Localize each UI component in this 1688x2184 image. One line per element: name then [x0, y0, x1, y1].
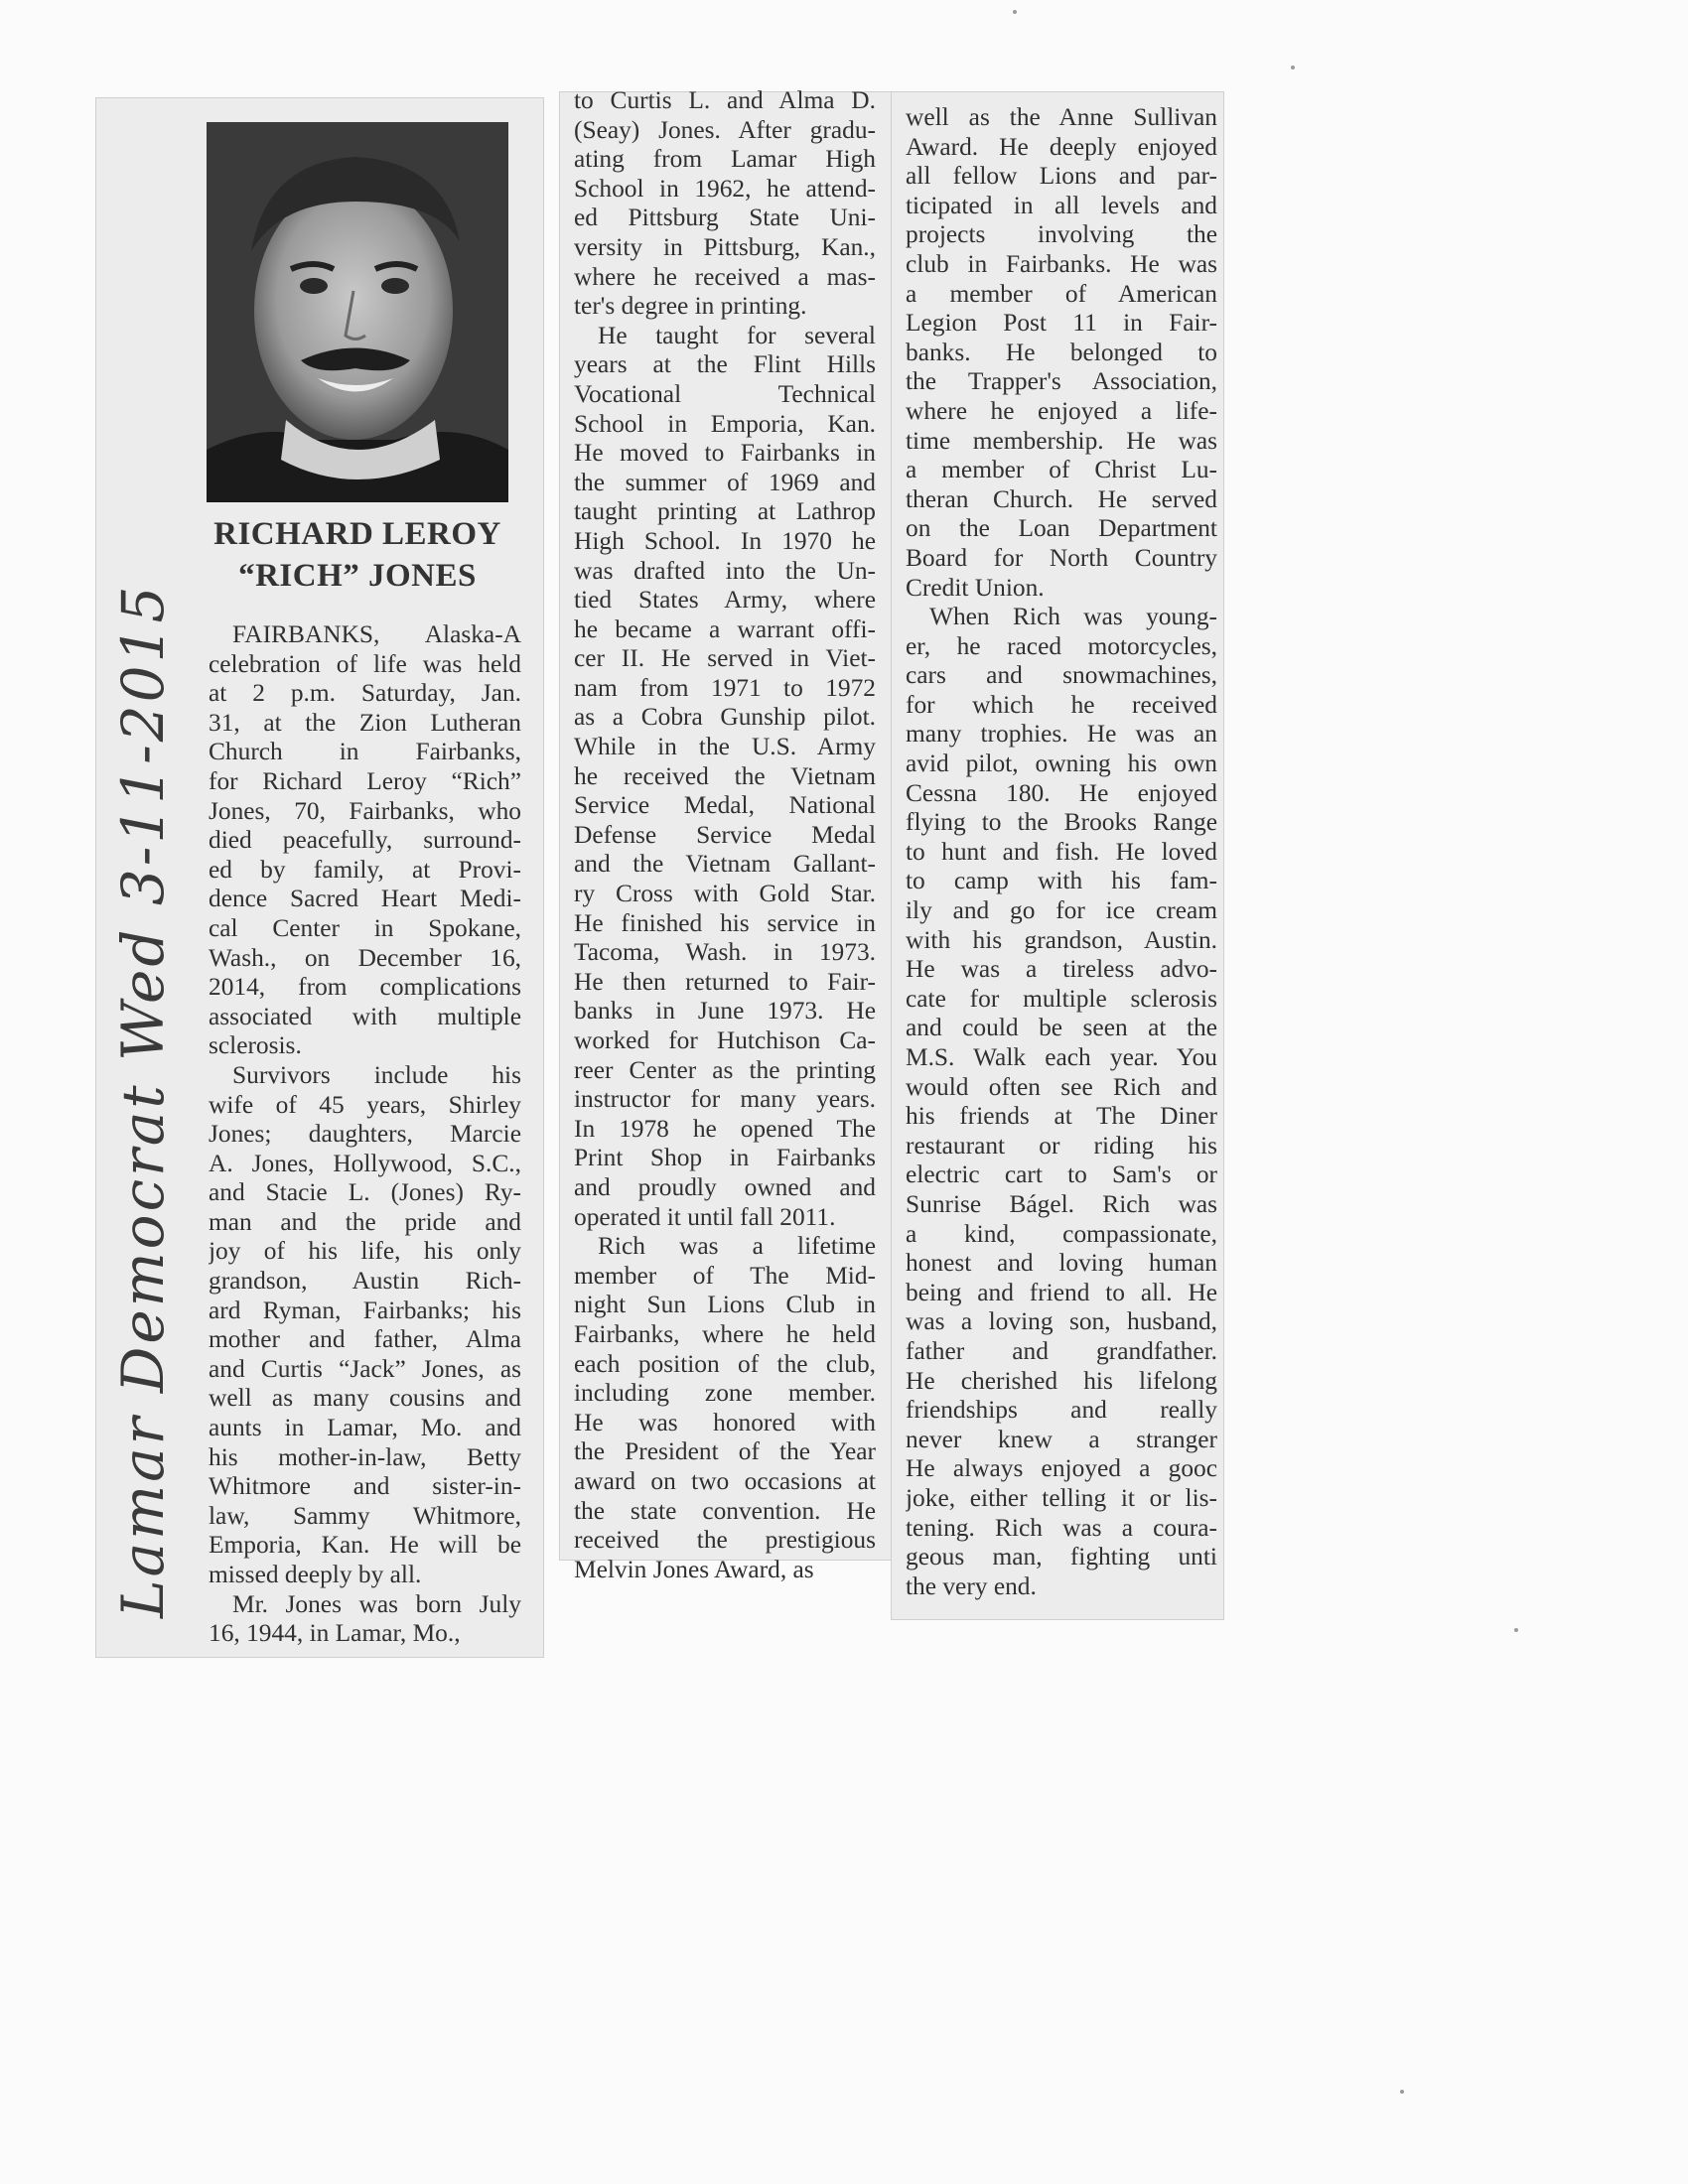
headline-line-1: RICHARD LEROY: [213, 516, 501, 552]
text-line: he became a warrant offi-: [574, 614, 876, 643]
text-line: Legion Post 11 in Fair-: [906, 309, 1217, 338]
text-line: aunts in Lamar, Mo. and: [209, 1414, 521, 1442]
text-line: nam from 1971 to 1972: [574, 673, 876, 702]
text-line: ily and go for ice cream: [906, 896, 1217, 925]
handwritten-note: Lamar Democrat Wed 3-11-2015: [109, 583, 177, 1618]
text-column-1: [209, 620, 521, 1649]
text-line: and Curtis “Jack” Jones, as: [209, 1354, 521, 1383]
text-line: Credit Union.: [906, 573, 1045, 602]
text-line: a kind, compassionate,: [906, 1219, 1217, 1248]
scan-speck: [1013, 10, 1017, 14]
text-line: Rich was a lifetime: [598, 1232, 876, 1261]
text-line: restaurant or riding his: [906, 1131, 1217, 1160]
text-line: and Stacie L. (Jones) Ry-: [209, 1178, 521, 1207]
text-line: Wash., on December 16,: [209, 943, 521, 972]
text-line: School in Emporia, Kan.: [574, 409, 876, 438]
text-line: tening. Rich was a coura-: [906, 1513, 1217, 1542]
text-line: Emporia, Kan. He will be: [209, 1531, 521, 1560]
text-line: to Curtis L. and Alma D.: [574, 86, 876, 114]
text-line: as a Cobra Gunship pilot.: [574, 703, 876, 732]
text-line: He then returned to Fair-: [574, 967, 876, 996]
text-line: dence Sacred Heart Medi-: [209, 885, 521, 913]
text-line: avid pilot, owning his own: [906, 750, 1217, 778]
text-line: Sunrise Bágel. Rich was: [906, 1189, 1217, 1218]
text-line: being and friend to all. He: [906, 1278, 1217, 1306]
text-line: for which he received: [906, 690, 1217, 719]
text-line: banks. He belonged to: [906, 338, 1217, 366]
text-line: theran Church. He served: [906, 484, 1217, 513]
text-line: Mr. Jones was born July: [232, 1589, 521, 1618]
text-line: well as many cousins and: [209, 1384, 521, 1413]
text-line: Melvin Jones Award, as: [574, 1555, 814, 1583]
text-line: time membership. He was: [906, 426, 1217, 455]
scan-speck: [1400, 2090, 1404, 2094]
text-line: 16, 1944, in Lamar, Mo.,: [209, 1619, 461, 1648]
text-line: grandson, Austin Rich-: [209, 1267, 521, 1296]
text-column-3: [906, 103, 1217, 1601]
text-line: Whitmore and sister-in-: [209, 1472, 521, 1501]
text-line: mother and father, Alma: [209, 1325, 521, 1354]
text-line: joy of his life, his only: [209, 1237, 521, 1266]
text-line: 2014, from complications: [209, 973, 521, 1002]
text-line: tied States Army, where: [574, 586, 876, 614]
text-line: ating from Lamar High: [574, 145, 876, 174]
text-line: Jones, 70, Fairbanks, who: [209, 796, 521, 825]
text-line: friendships and really: [906, 1396, 1217, 1425]
text-line: er, he raced motorcycles,: [906, 631, 1217, 660]
text-line: A. Jones, Hollywood, S.C.,: [209, 1149, 521, 1177]
text-line: the summer of 1969 and: [574, 468, 876, 496]
text-line: projects involving the: [906, 220, 1217, 249]
text-line: for Richard Leroy “Rich”: [209, 766, 521, 795]
text-line: where he enjoyed a life-: [906, 396, 1217, 425]
text-line: Fairbanks, where he held: [574, 1319, 876, 1348]
text-line: cal Center in Spokane,: [209, 913, 521, 942]
text-line: and the Vietnam Gallant-: [574, 850, 876, 879]
scan-speck: [1514, 1628, 1518, 1632]
text-line: He was a tireless advo-: [906, 955, 1217, 984]
text-line: He cherished his lifelong: [906, 1366, 1217, 1395]
portrait-photo: [207, 122, 508, 502]
text-line: to camp with his fam-: [906, 867, 1217, 895]
text-line: He was honored with: [574, 1408, 876, 1436]
text-line: Defense Service Medal: [574, 820, 876, 849]
text-line: FAIRBANKS, Alaska-A: [232, 620, 521, 648]
text-line: wife of 45 years, Shirley: [209, 1090, 521, 1119]
text-line: received the prestigious: [574, 1526, 876, 1555]
text-line: joke, either telling it or lis-: [906, 1483, 1217, 1512]
text-line: the President of the Year: [574, 1437, 876, 1466]
text-line: He moved to Fairbanks in: [574, 439, 876, 468]
text-line: man and the pride and: [209, 1207, 521, 1236]
text-line: the Trapper's Association,: [906, 367, 1217, 396]
text-line: versity in Pittsburg, Kan.,: [574, 232, 876, 261]
text-line: associated with multiple: [209, 1002, 521, 1030]
text-line: worked for Hutchison Ca-: [574, 1026, 876, 1054]
text-line: Print Shop in Fairbanks: [574, 1144, 876, 1172]
text-line: he received the Vietnam: [574, 761, 876, 790]
text-line: 31, at the Zion Lutheran: [209, 708, 521, 737]
text-line: Survivors include his: [232, 1060, 521, 1089]
text-column-2: [574, 86, 876, 1584]
text-line: ter's degree in printing.: [574, 292, 807, 321]
text-line: was drafted into the Un-: [574, 556, 876, 585]
text-line: banks in June 1973. He: [574, 997, 876, 1025]
text-line: High School. In 1970 he: [574, 526, 876, 555]
text-line: the very end.: [906, 1571, 1037, 1600]
scan-speck: [1291, 66, 1295, 69]
text-line: sclerosis.: [209, 1031, 302, 1060]
text-line: at 2 p.m. Saturday, Jan.: [209, 679, 521, 708]
text-line: member of The Mid-: [574, 1261, 876, 1290]
text-line: (Seay) Jones. After gradu-: [574, 115, 876, 144]
text-line: honest and loving human: [906, 1249, 1217, 1278]
text-line: and proudly owned and: [574, 1172, 876, 1201]
text-line: the state convention. He: [574, 1496, 876, 1525]
text-line: While in the U.S. Army: [574, 733, 876, 761]
text-line: each position of the club,: [574, 1349, 876, 1378]
text-line: instructor for many years.: [574, 1085, 876, 1114]
text-line: missed deeply by all.: [209, 1561, 422, 1588]
text-line: Vocational Technical: [574, 379, 876, 408]
text-line: on the Loan Department: [906, 514, 1217, 543]
headline-line-2: “RICH” JONES: [238, 558, 477, 594]
text-line: father and grandfather.: [906, 1336, 1217, 1365]
text-line: cars and snowmachines,: [906, 661, 1217, 690]
text-line: Cessna 180. He enjoyed: [906, 778, 1217, 807]
text-line: years at the Flint Hills: [574, 350, 876, 379]
text-line: Tacoma, Wash. in 1973.: [574, 938, 876, 967]
text-line: M.S. Walk each year. You: [906, 1043, 1217, 1071]
text-line: taught printing at Lathrop: [574, 497, 876, 526]
text-line: ticipated in all levels and: [906, 191, 1217, 219]
text-line: geous man, fighting unti: [906, 1543, 1217, 1571]
text-line: electric cart to Sam's or: [906, 1160, 1217, 1189]
text-line: many trophies. He was an: [906, 720, 1217, 749]
text-line: reer Center as the printing: [574, 1055, 876, 1084]
text-line: to hunt and fish. He loved: [906, 837, 1217, 866]
text-line: When Rich was young-: [929, 603, 1217, 631]
text-line: Service Medal, National: [574, 791, 876, 820]
text-line: cer II. He served in Viet-: [574, 644, 876, 673]
text-line: and could be seen at the: [906, 1014, 1217, 1042]
text-line: Board for North Country: [906, 543, 1217, 572]
text-line: operated it until fall 2011.: [574, 1202, 836, 1231]
text-line: night Sun Lions Club in: [574, 1291, 876, 1319]
text-line: where he received a mas-: [574, 262, 876, 291]
text-line: ry Cross with Gold Star.: [574, 880, 876, 908]
text-line: Church in Fairbanks,: [209, 738, 521, 766]
text-line: never knew a stranger: [906, 1425, 1217, 1453]
text-line: ed Pittsburg State Uni-: [574, 204, 876, 232]
text-line: his mother-in-law, Betty: [209, 1442, 521, 1471]
text-line: ard Ryman, Fairbanks; his: [209, 1296, 521, 1324]
text-line: was a loving son, husband,: [906, 1307, 1217, 1336]
text-line: celebration of life was held: [209, 649, 521, 678]
text-line: a member of American: [906, 279, 1217, 308]
text-line: He taught for several: [598, 321, 876, 349]
text-line: died peacefully, surround-: [209, 826, 521, 855]
text-line: flying to the Brooks Range: [906, 808, 1217, 837]
text-line: law, Sammy Whitmore,: [209, 1501, 521, 1530]
text-line: Jones; daughters, Marcie: [209, 1120, 521, 1149]
text-line: club in Fairbanks. He was: [906, 249, 1217, 278]
text-line: all fellow Lions and par-: [906, 162, 1217, 191]
text-line: his friends at The Diner: [906, 1102, 1217, 1131]
text-line: He always enjoyed a gooc: [906, 1454, 1217, 1483]
text-line: cate for multiple sclerosis: [906, 984, 1217, 1013]
text-line: a member of Christ Lu-: [906, 456, 1217, 484]
text-line: with his grandson, Austin.: [906, 925, 1217, 954]
text-line: including zone member.: [574, 1379, 876, 1408]
text-line: would often see Rich and: [906, 1072, 1217, 1101]
text-line: He finished his service in: [574, 908, 876, 937]
text-line: In 1978 he opened The: [574, 1114, 876, 1143]
text-line: School in 1962, he attend-: [574, 174, 876, 203]
text-line: Award. He deeply enjoyed: [906, 132, 1217, 161]
text-line: ed by family, at Provi-: [209, 855, 521, 884]
text-line: well as the Anne Sullivan: [906, 103, 1217, 131]
text-line: award on two occasions at: [574, 1466, 876, 1495]
